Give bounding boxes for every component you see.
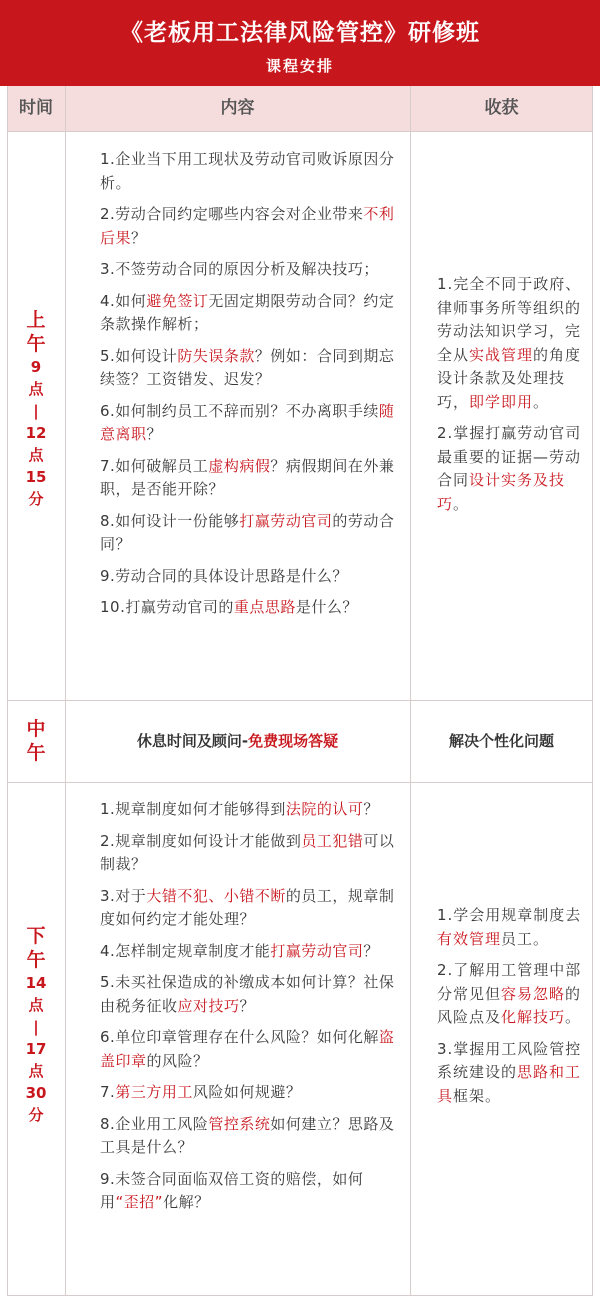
list-item	[100, 455, 400, 502]
item-text: ？	[239, 996, 256, 1015]
list-item	[100, 885, 400, 932]
period-char: 午	[26, 333, 46, 355]
row-divider	[7, 782, 593, 783]
item-text: 是什么？	[295, 598, 358, 616]
item-text: 8.如何设计一份能够	[100, 511, 240, 530]
hour-part: |	[33, 1018, 39, 1036]
list-item	[437, 904, 587, 951]
item-text: 6.如何制约员工不辞而别？不办离职手续	[100, 401, 379, 420]
item-text: ？例如：合同到期忘续签？工资错发、迟发？	[100, 346, 395, 388]
table-border	[7, 1295, 593, 1296]
list-item	[100, 1081, 400, 1105]
item-text: 化解？	[163, 1193, 210, 1211]
item-text: 。	[453, 494, 470, 513]
list-item	[100, 510, 400, 557]
morning-time-cell	[7, 308, 65, 510]
list-item	[100, 596, 400, 620]
item-text: 的风险点及	[437, 984, 582, 1026]
list-item	[100, 148, 400, 195]
list-item	[100, 203, 400, 250]
highlight-text: 设计实务及技巧	[437, 471, 566, 513]
item-text: ？病假期间在外兼职，是否能开除？	[100, 456, 395, 498]
highlight-text: 不利后果	[100, 205, 395, 247]
hour-part: 14	[25, 974, 47, 992]
list-item	[100, 1026, 400, 1073]
item-text: 10.打赢劳动官司的	[100, 598, 234, 616]
hour-part: 9	[30, 358, 42, 376]
item-text: ？	[131, 228, 147, 247]
item-text: 6.单位印章管理存在什么风险？如何化解	[100, 1028, 379, 1046]
hour-part: 点	[28, 446, 44, 464]
item-text: 1.完全不同于政府、律师事务所等组织的劳动法知识学习，完全从	[437, 275, 582, 364]
highlight-text: 第三方用工	[115, 1083, 193, 1101]
hour-part: |	[33, 402, 39, 420]
item-text: 5.未买社保造成的补缴成本如何计算？社保由税务征收	[100, 973, 395, 1015]
highlight-text: 容易忽略	[501, 984, 566, 1003]
highlight-text: 有效管理	[437, 929, 502, 948]
period-char: 午	[26, 742, 46, 764]
item-text: 5.如何设计	[100, 346, 178, 365]
item-text: 的风险？	[146, 1051, 209, 1070]
highlight-text: “歪招”	[115, 1193, 164, 1211]
hour-part: 30	[25, 1084, 47, 1102]
item-text: 员工。	[501, 929, 550, 948]
item-text: 2.劳动合同约定哪些内容会对企业带来	[100, 205, 364, 223]
highlight-text: 化解技巧	[501, 1008, 566, 1026]
highlight-text: 法院的认可	[285, 800, 364, 818]
column-divider	[65, 86, 66, 1296]
noon-time-cell	[7, 717, 65, 765]
item-text: 3.掌握用工风险管控系统建设的	[437, 1039, 582, 1081]
list-item	[437, 1038, 587, 1109]
hour-part: 分	[28, 490, 44, 508]
item-text: 7.	[100, 1083, 116, 1101]
column-divider	[410, 86, 411, 1296]
item-text: 3.不签劳动合同的原因分析及解决技巧；	[100, 260, 379, 278]
hour-part: 点	[28, 996, 44, 1014]
noon-content-text: 休息时间及顾问-	[136, 732, 249, 750]
header-banner	[0, 0, 600, 86]
highlight-text: 盗盖印章	[100, 1028, 395, 1070]
item-text: 9.劳动合同的具体设计思路是什么？	[100, 566, 348, 585]
item-text: 可以制裁？	[100, 831, 395, 873]
afternoon-content	[100, 798, 400, 1223]
item-text: 框架。	[453, 1086, 502, 1105]
hour-part: 12	[25, 424, 47, 442]
item-text: ？	[363, 941, 379, 960]
header-time: 时间	[19, 98, 53, 118]
highlight-text: 随意离职	[100, 401, 395, 443]
highlight-text: 实战管理	[469, 345, 534, 364]
list-item	[100, 798, 400, 822]
item-text: 的劳动合同？	[100, 511, 395, 553]
highlight-text: 重点思路	[233, 598, 296, 616]
hour-part: 点	[28, 1062, 44, 1080]
list-item	[100, 1113, 400, 1160]
table-border	[592, 86, 593, 1296]
page-subtitle: 课程安排	[265, 57, 334, 75]
item-text: 。	[533, 392, 550, 411]
item-text: 3.对于	[100, 886, 147, 905]
highlight-text: 防失误条款	[177, 346, 255, 365]
noon-content-highlight: 免费现场答疑	[248, 732, 339, 750]
list-item	[437, 422, 587, 516]
highlight-text: 员工犯错	[301, 831, 364, 850]
item-text: 风险如何规避？	[192, 1083, 302, 1101]
highlight-text: 即学即用	[469, 392, 534, 411]
list-item	[100, 400, 400, 447]
period-char: 午	[26, 949, 46, 971]
item-text: 1.规章制度如何才能够得到	[100, 800, 286, 818]
noon-content	[65, 701, 410, 781]
noon-gain: 解决个性化问题	[448, 732, 554, 750]
morning-gains	[437, 273, 587, 524]
list-item	[437, 273, 587, 414]
item-text: 如何建立？思路及工具是什么？	[100, 1114, 395, 1156]
item-text: 7.如何破解员工	[100, 456, 209, 475]
item-text: 2.了解用工管理中部分常见但	[437, 961, 582, 1003]
table-header-row	[7, 86, 593, 131]
row-divider	[7, 131, 593, 132]
list-item	[100, 940, 400, 964]
highlight-text: 虚构病假	[208, 456, 271, 475]
afternoon-time-cell	[7, 924, 65, 1126]
list-item	[437, 959, 587, 1030]
morning-content	[100, 148, 400, 628]
item-text: 4.如何	[100, 291, 147, 310]
afternoon-gains	[437, 904, 587, 1116]
item-text: 1.企业当下用工现状及劳动官司败诉原因分析。	[100, 150, 395, 192]
hour-part: 点	[28, 380, 44, 398]
period-char: 下	[26, 925, 46, 947]
item-text: 4.怎样制定规章制度才能	[100, 941, 271, 960]
item-text: ？	[363, 800, 379, 818]
item-text: 无固定期限劳动合同？约定条款操作解析；	[100, 291, 395, 333]
item-text: 2.规章制度如何设计才能做到	[100, 831, 302, 850]
item-text: 的员工，规章制度如何约定才能处理？	[100, 886, 395, 928]
item-text: 2.掌握打赢劳动官司最重要的证据—劳动合同	[437, 424, 582, 489]
header-gain: 收获	[484, 98, 519, 118]
highlight-text: 应对技巧	[177, 996, 240, 1015]
page-title: 《老板用工法律风险管控》研修班	[120, 20, 480, 46]
item-text: 9.未签合同面临双倍工资的赔偿，如何用	[100, 1169, 364, 1211]
highlight-text: 管控系统	[208, 1114, 271, 1133]
list-item	[100, 971, 400, 1018]
highlight-text: 大错不犯、小错不断	[146, 886, 286, 905]
highlight-text: 思路和工具	[437, 1063, 582, 1105]
highlight-text: 避免签订	[146, 291, 209, 310]
item-text: 的角度设计条款及处理技巧，	[437, 345, 582, 411]
list-item	[100, 565, 400, 589]
item-text: 8.企业用工风险	[100, 1114, 209, 1133]
period-char: 中	[26, 718, 46, 740]
item-text: ？	[146, 425, 163, 443]
list-item	[100, 345, 400, 392]
item-text: 。	[565, 1008, 582, 1026]
header-content: 内容	[220, 98, 255, 118]
list-item	[100, 290, 400, 337]
hour-part: 17	[25, 1040, 47, 1058]
list-item	[100, 1168, 400, 1215]
highlight-text: 打赢劳动官司	[239, 511, 333, 530]
highlight-text: 打赢劳动官司	[270, 941, 364, 960]
item-text: 1.学会用规章制度去	[437, 906, 582, 924]
period-char: 上	[26, 309, 46, 331]
schedule-table	[7, 86, 593, 1296]
list-item	[100, 258, 400, 282]
hour-part: 15	[25, 468, 47, 486]
hour-part: 分	[28, 1106, 44, 1124]
list-item	[100, 830, 400, 877]
